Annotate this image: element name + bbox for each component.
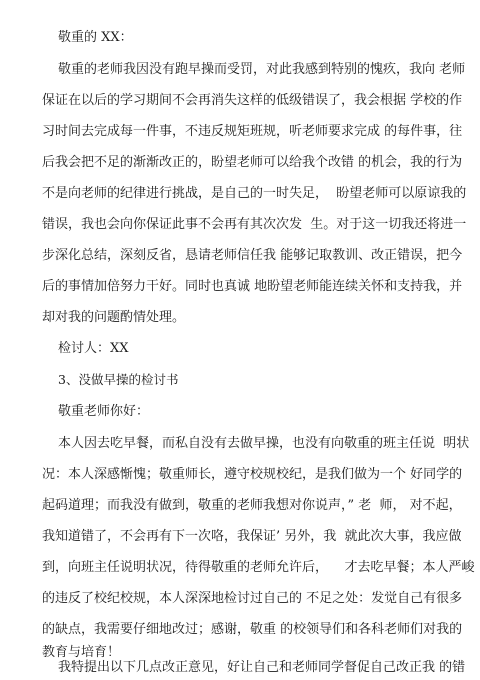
- paragraph-line: 敬重的老师我因没有跑早操而受罚，对此我感到特别的愧疚，我向 老师: [58, 62, 466, 77]
- paragraph-line: 我知道错了，不会再有下一次咯，我保证’ 另外，我 就此次大事，我应做: [42, 529, 462, 544]
- paragraph-line: 却对我的问题酌情处理。: [42, 310, 186, 325]
- paragraph-line: 起码道理；而我没有做到，敬重的老师我想对你说声，” 老 师， 对不起，: [42, 498, 462, 513]
- paragraph-line: 习时间去完成每一件事，不违反规矩班规，听老师要求完成 的每件事，往: [42, 124, 463, 139]
- paragraph-line: 本人因去吃早餐，而私自没有去做早操，也没有向敬重的班主任说 明状: [58, 436, 470, 451]
- paragraph-line: 不是向老师的纪律进行挑战，是自己的一时失足， 盼望老师可以原谅我的: [42, 186, 467, 201]
- paragraph-line: 的缺点，我需要仔细地改过；感谢，敬重 的校领导们和各科老师们对我的: [42, 622, 463, 637]
- paragraph-line: 后我会把不足的渐渐改正的，盼望老师可以给我个改错 的机会，我的行为: [42, 155, 463, 170]
- section-heading: 3、没做早操的检讨书: [58, 372, 179, 387]
- paragraph-line: 步深化总结，深刻反省，恳请老师信任我 能够记取教训、改正错误，把今: [42, 248, 463, 263]
- paragraph-line: 到，向班主任说明状况，待得敬重的老师允许后， 才去吃早餐；本人严峻: [42, 560, 475, 575]
- signature: 检讨人：XX: [58, 341, 129, 356]
- paragraph-line: 的违反了校纪校规，本人深深地检讨过自己的 不足之处：发觉自己有很多: [42, 591, 463, 606]
- paragraph-line: 后的事情加倍努力干好。同时也真诚 地盼望老师能连续关怀和支持我，并: [42, 279, 463, 294]
- paragraph-line: 保证在以后的学习期间不会再消失这样的低级错误了，我会根据 学校的作: [42, 93, 463, 108]
- paragraph-line: 况：本人深感惭愧；敬重师长，遵守校规校纪，是我们做为一个 好同学的: [42, 467, 463, 482]
- salutation: 敬重的 XX：: [58, 30, 133, 45]
- paragraph-line: 我特提出以下几点改正意见，好让自己和老师同学督促自己改正我 的错: [58, 660, 466, 675]
- salutation: 敬重老师你好：: [58, 404, 150, 419]
- paragraph-line: 错误，我也会向你保证此事不会再有其次次发 生。对于这一切我还将进一: [42, 217, 467, 232]
- paragraph-line: 教育与培育！: [42, 645, 121, 660]
